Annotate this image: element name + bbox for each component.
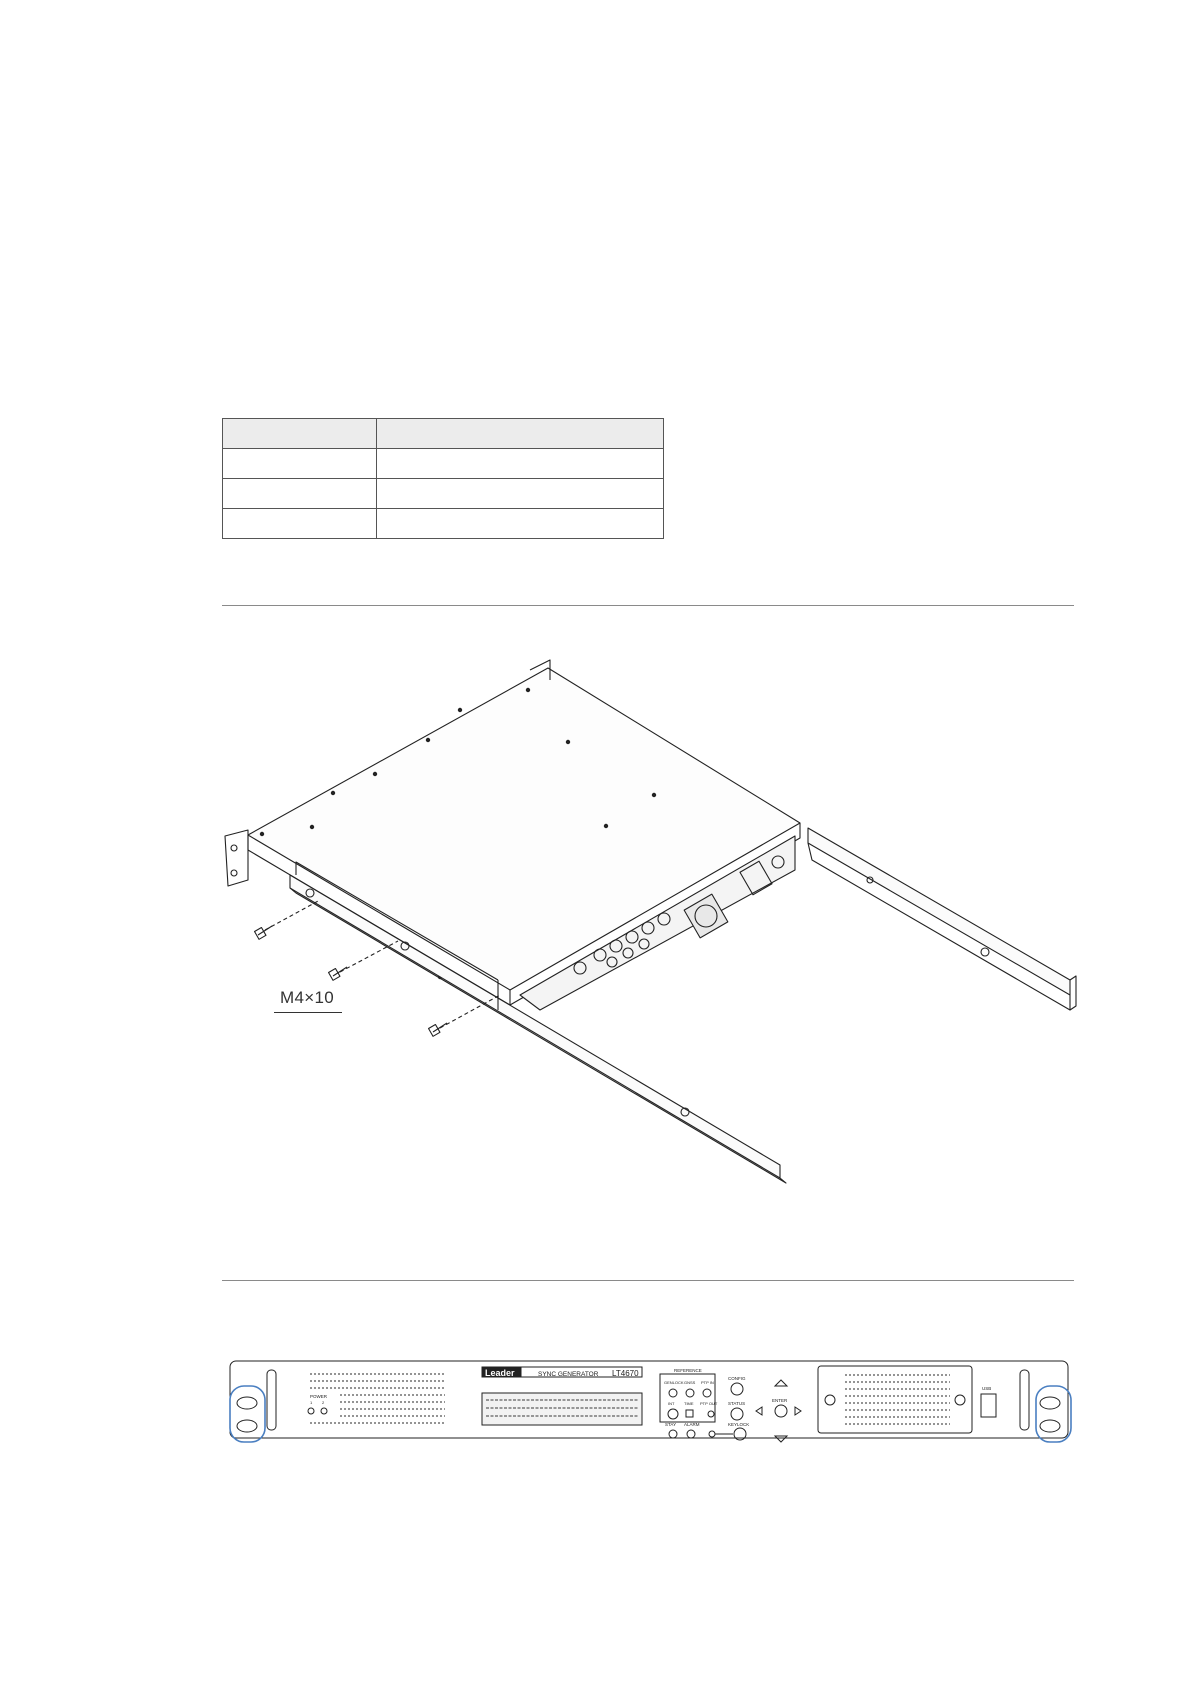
config-label: CONFIG [728,1376,746,1381]
screw-size-label: M4×10 [280,988,334,1007]
ref-label-int: INT [668,1401,675,1406]
brand-logo-text: Leader [485,1368,515,1378]
ref-label-time: TIME [684,1401,694,1406]
ref-label-ptp-out: PTP OUT [700,1401,718,1406]
ref-label-genlock: GENLOCK [664,1380,684,1385]
model-number: LT4670 [612,1369,639,1378]
status-label: STATUS [728,1401,746,1406]
usb-label: USB [982,1386,992,1391]
stay-label: STAY [665,1422,677,1427]
keylock-label: KEYLOCK [728,1422,750,1427]
model-name: SYNC GENERATOR [538,1371,599,1378]
power-number-1: 1 [310,1400,313,1405]
reference-title: REFERENCE [674,1368,702,1373]
alarm-label: ALARM [684,1422,700,1427]
enter-label: ENTER [772,1398,788,1403]
power-label: POWER [310,1394,328,1399]
ref-label-gnss: GNSS [684,1380,696,1385]
power-number-2: 2 [322,1400,325,1405]
ref-label-ptp-in: PTP IN [701,1380,714,1385]
